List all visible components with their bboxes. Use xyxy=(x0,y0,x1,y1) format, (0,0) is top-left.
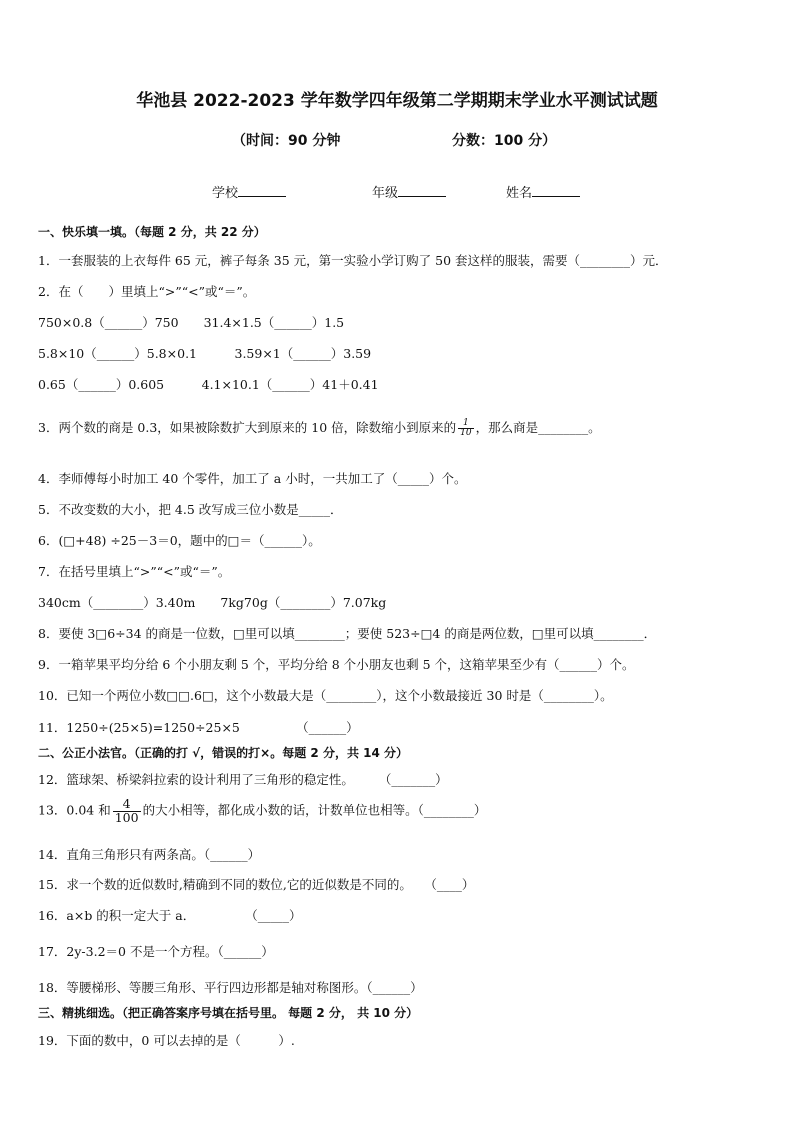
fraction-numerator: 1 xyxy=(458,419,473,429)
grade-blank[interactable] xyxy=(398,184,446,197)
question-2-row-3: 0.65（______）0.605 4.1×10.1（______）41＋0.41 xyxy=(38,377,379,392)
fraction-numerator: 4 xyxy=(113,798,141,812)
question-12: 12．篮球架、桥梁斜拉索的设计利用了三角形的稳定性。 （_______） xyxy=(38,772,448,787)
question-7: 7．在括号里填上“>”“<”或“＝”。 xyxy=(38,564,231,579)
question-5: 5．不改变数的大小，把 4.5 改写成三位小数是_____． xyxy=(38,502,343,517)
name-field xyxy=(506,182,580,201)
section-heading: 一、快乐填一填。（每题 2 分，共 22 分） xyxy=(38,225,266,239)
score-label: 分数：100 分） xyxy=(452,133,557,149)
question-2-row-1: 750×0.8（______）750 31.4×1.5（______）1.5 xyxy=(38,315,345,330)
question-2-row-2: 5.8×10（______）5.8×0.1 3.59×1（______）3.59 xyxy=(38,346,372,361)
question-14: 14．直角三角形只有两条高。（______） xyxy=(38,847,261,862)
question-2: 2．在（ ）里填上“>”“<”或“＝”。 xyxy=(38,284,256,299)
section-heading: 二、公正小法官。（正确的打 √，错误的打×。每题 2 分，共 14 分） xyxy=(38,746,408,760)
school-blank[interactable] xyxy=(238,184,286,197)
time-label: （时间：90 分钟 xyxy=(232,133,341,149)
section-heading: 三、精挑细选。（把正确答案序号填在括号里。 每题 2 分， 共 10 分） xyxy=(38,1006,419,1020)
question-15: 15．求一个数的近似数时,精确到不同的数位,它的近似数是不同的。 （____） xyxy=(38,877,475,892)
name-label: 姓名 xyxy=(506,186,533,201)
question-7-row: 340cm（________）3.40m 7kg70g（________）7.07kg xyxy=(38,595,387,610)
question-13-tail: 的大小相等，都化成小数的话，计数单位也相等。（________） xyxy=(142,802,487,818)
question-10: 10．已知一个两位小数□□.6□，这个小数最大是（________），这个小数最接近 30 时是（________）。 xyxy=(38,688,613,703)
question-9: 9．一箱苹果平均分给 6 个小朋友剩 5 个，平均分给 8 个小朋友也剩 5 个，这箱苹果至少有（______）个。 xyxy=(38,657,635,672)
fraction-four-hundredths xyxy=(113,798,141,824)
question-13 xyxy=(38,798,486,824)
page-title: 华池县 2022-2023 学年数学四年级第二学期期末学业水平测试试题 xyxy=(136,91,658,111)
question-13-text: 13．0.04 和 xyxy=(38,802,111,818)
question-11: 11．1250÷(25×5)=1250÷25×5 （______） xyxy=(38,720,359,735)
fraction-denominator: 100 xyxy=(114,809,139,825)
question-3-tail: ，那么商是________。 xyxy=(475,420,601,435)
school-label: 学校 xyxy=(212,186,239,201)
question-8: 8．要使 3□6÷34 的商是一位数，□里可以填________；要使 523÷□4 的商是两位数，□里可以填________． xyxy=(38,626,657,641)
question-19: 19．下面的数中，0 可以去掉的是（ ）. xyxy=(38,1033,295,1048)
question-3-text: 3．两个数的商是 0.3，如果被除数扩大到原来的 10 倍，除数缩小到原来的 xyxy=(38,420,457,435)
school-field xyxy=(212,182,286,201)
question-3 xyxy=(38,418,601,438)
question-18: 18．等腰梯形、等腰三角形、平行四边形都是轴对称图形。（______） xyxy=(38,980,423,995)
fraction-denominator: 10 xyxy=(460,428,472,438)
fraction-one-tenth xyxy=(458,419,473,438)
question-4: 4．李师傅每小时加工 40 个零件，加工了 a 小时，一共加工了（_____）个。 xyxy=(38,471,467,486)
grade-field xyxy=(372,182,446,201)
grade-label: 年级 xyxy=(372,186,399,201)
question-17: 17．2y-3.2＝0 不是一个方程。（______） xyxy=(38,944,274,959)
question-16: 16．a×b 的积一定大于 a． （_____） xyxy=(38,908,302,923)
question-6: 6．(□+48) ÷25－3＝0，题中的□＝（______）。 xyxy=(38,533,321,548)
question-1: 1．一套服装的上衣每件 65 元，裤子每条 35 元，第一实验小学订购了 50 套这样的服装，需要（________）元． xyxy=(38,253,668,268)
name-blank[interactable] xyxy=(532,184,580,197)
